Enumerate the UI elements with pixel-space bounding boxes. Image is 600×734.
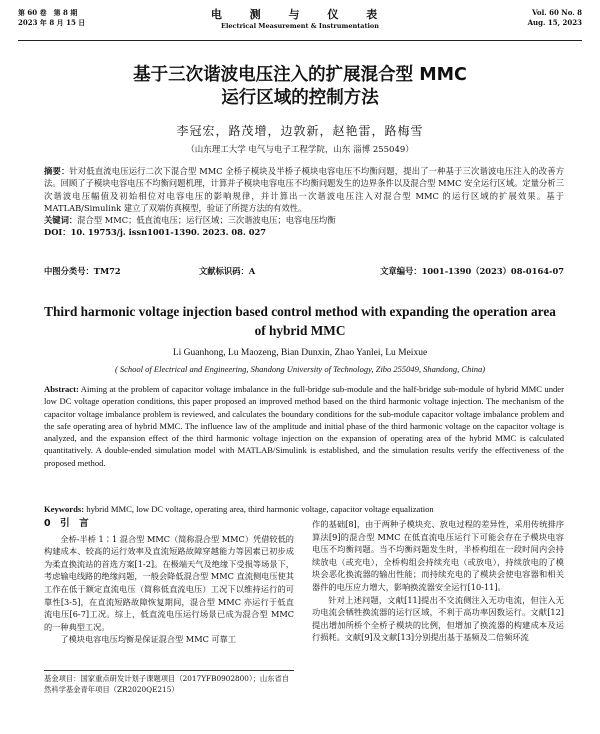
header-rule xyxy=(18,40,582,41)
article-number: 文章编号：1001-1390（2023）08-0164-07 xyxy=(380,266,564,276)
body-left-paragraph-1: 全桥-半桥 1∶1 混合型 MMC（简称混合型 MMC）凭借较低的构建成本、较高的运行效率及直流短路故障穿越能力等因素已初步成为柔直换流站的首选方案[1-2]。在极端天气及绝缘下受损等场景下，考虑输电线路的绝缘问题，一般会降低混合型 MMC 直流侧电压使其工作在低于额定直流电压（简称低直流电压）工况下以维持运行的可靠性[3-5]，在直流短路故障恢复期间，混合型 MMC 亦运行于低直流电压[6-7]工况。综上，低直流电压运行场景已成为混合型 MMC 的一种典型工况。 xyxy=(44,533,294,632)
volume-en: Vol. 60 No. 8 xyxy=(532,8,582,17)
abstract-cn xyxy=(44,165,564,214)
authors-cn: 李冠宏，路茂增，边敦新，赵艳雷，路梅雪 xyxy=(176,124,424,138)
abstract-cn-text: 针对低直流电压运行二次下混合型 MMC 全桥子模块及半桥子模块电容电压不均衡问题，提出了一种基于三次谐波电压注入的改善方法。回顾了子模块电容电压不均衡问题机理，计算并子模块电容电压不均衡问题发生的边界条件以及混合型 MMC 安全运行区域。定量分析三次谐波电压幅值及初始相位对电容电压的影响规律，并计算出一次谐波电压注入对混合型 MMC 的运行区域的扩展效果。基于 MATLAB/Simulink 建立了双端仿真模型，验证了所提方法的有效性。 xyxy=(44,166,564,213)
keywords-en-label: Keywords: xyxy=(44,504,85,514)
abstract-en-text: Aiming at the problem of capacitor voltage imbalance in the full-bridge sub-module and the half-bridge sub-module of hybrid MMC under low DC voltage operation conditions, this paper proposed an improved method based on the third harmonic voltage injection. The mechanism of the capacitor voltage imbalance problem is reviewed, and calculates the boundary conditions for the sub-module capacitor voltage imbalance problem and the safe operating area of hybrid MMC. The influence law of the amplitude and initial phase of the third harmonic voltage on the capacitor voltage is analyzed, and the expansion effect of the third harmonic voltage injection on the expansion of operating area of the hybrid MMC is calculated quantitatively. A double-ended simulation model with MATLAB/Simulink is established, and the simulation results verify the effectiveness of the proposed method. xyxy=(44,384,564,468)
date-en: Aug. 15, 2023 xyxy=(527,18,582,27)
document-code: 文献标识码：A xyxy=(199,266,256,276)
volume-cn: 第 60 卷 第 8 期 xyxy=(18,8,78,17)
page-header xyxy=(18,8,582,42)
keywords-cn-label: 关键词： xyxy=(44,215,78,226)
header-center xyxy=(18,8,582,31)
keywords-en xyxy=(44,503,564,515)
abstract-en xyxy=(44,383,564,469)
keywords-cn-text: 混合型 MMC；低直流电压；运行区域；三次谐波电压；电容电压均衡 xyxy=(77,215,336,226)
authors-en: Li Guanhong, Lu Maozeng, Bian Dunxin, Zhao Yanlei, Lu Meixue xyxy=(172,348,428,358)
keywords-cn xyxy=(44,214,564,226)
body-column-right xyxy=(312,518,564,644)
affiliation-cn: （山东理工大学 电气与电子工程学院，山东 淄博 255049） xyxy=(186,145,414,155)
date-cn: 2023 年 8 月 15 日 xyxy=(18,18,86,27)
body-left-paragraph-2: 了模块电容电压均衡是保证混合型 MMC 可靠工 xyxy=(60,634,237,645)
title-cn-line2: 运行区域的控制方法 xyxy=(221,88,379,108)
funding-note: 基金项目：国家重点研发计划子课题项目（2017YFB0902800）；山东省自然科学基金青年项目（ZR2020QE215） xyxy=(44,670,294,695)
body-right-paragraph-2: 针对上述问题，文献[11]提出不交流侧注入无功电流，但注入无功电流会牺牲换流器的运行区域，不利于高功率因数运行。文献[12]提出增加所桥个全桥子模块的比例，但增加了换流器的构建成本及运行损耗。文献[9]及文献[13]分别提出基于基频及二倍频环流 xyxy=(312,594,564,643)
title-en: Third harmonic voltage injection based control method with expanding the operation area of hybrid MMC xyxy=(44,304,556,338)
keywords-en-text: hybrid MMC, low DC voltage, operating area, third harmonic voltage, capacitor voltage equalization xyxy=(86,504,434,514)
doi: DOI：10. 19753/j. issn1001-1390. 2023. 08. 027 xyxy=(44,227,267,238)
journal-name-en: Electrical Measurement & Instrumentation xyxy=(220,22,379,30)
title-cn xyxy=(20,64,580,110)
abstract-cn-block xyxy=(44,165,564,239)
header-right xyxy=(528,8,582,28)
body-column-left xyxy=(44,518,294,646)
affiliation-en: ( School of Electrical and Engineering, Shandong University of Technology, Zibo 255049, Shandong, China) xyxy=(114,364,486,374)
classification-row xyxy=(44,265,564,277)
abstract-cn-label: 摘要： xyxy=(44,166,70,176)
journal-name-cn: 电 测 与 仪 表 xyxy=(210,8,390,21)
abstract-en-label: Abstract: xyxy=(44,384,79,394)
title-cn-line1: 基于三次谐波电压注入的扩展混合型 MMC xyxy=(133,65,467,85)
body-right-paragraph-1: 作的基础[8]，由于两种子模块充、放电过程的差异性，采用传统排序算法[9]的混合型 MMC 在低直流电压运行下可能会存在子模块电容电压不均衡问题。当不均衡问题发生时，半桥构组在一段时间内会持续放电（或充电），全桥构组会持续充电（或放电），持续放电的了模块会恶化换流器的输出性能；而持续充电的了模块会使电容器和相关器件的电压应力增大，影响换流器安全运行[10-11]。 xyxy=(312,519,564,592)
section-heading: 0 引 言 xyxy=(44,518,89,529)
clc-number: 中图分类号：TM72 xyxy=(44,266,121,276)
